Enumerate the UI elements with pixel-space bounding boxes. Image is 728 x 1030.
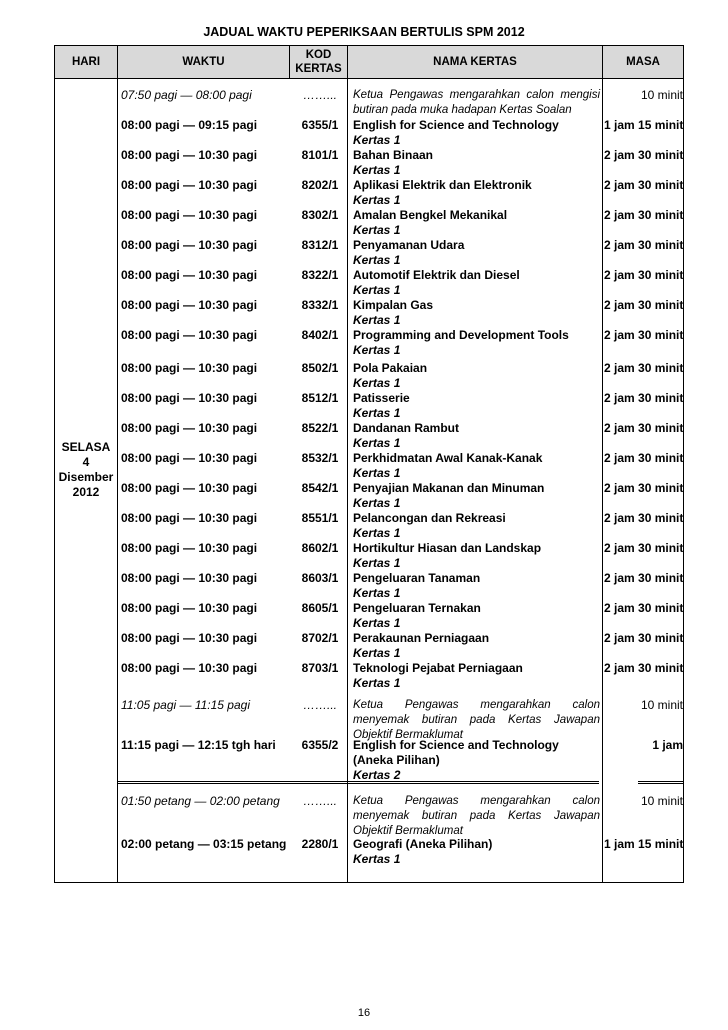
waktu-cell: 08:00 pagi — 10:30 pagi (121, 421, 258, 435)
masa-cell: 2 jam 30 minit (604, 601, 684, 615)
kod-cell: 2280/1 (301, 837, 339, 851)
waktu-cell: 07:50 pagi — 08:00 pagi (121, 88, 252, 102)
waktu-cell: 11:15 pagi — 12:15 tgh hari (121, 738, 276, 752)
kod-cell: 8605/1 (301, 601, 339, 615)
waktu-cell: 08:00 pagi — 10:30 pagi (121, 391, 258, 405)
nama-text: Geografi (Aneka Pilihan) (353, 837, 493, 851)
nama-cell (353, 391, 600, 421)
kertas-label: Kertas 1 (353, 526, 401, 540)
masa-cell: 2 jam 30 minit (604, 361, 684, 375)
nama-text-extra: (Aneka Pilihan) (353, 753, 440, 767)
nama-cell (353, 118, 600, 148)
waktu-cell: 08:00 pagi — 10:30 pagi (121, 541, 258, 555)
kod-cell: 8322/1 (301, 268, 339, 282)
col-divider (602, 46, 603, 882)
waktu-cell: 02:00 petang — 03:15 petang (121, 837, 287, 851)
kertas-label: Kertas 1 (353, 436, 401, 450)
nama-cell (353, 298, 600, 328)
col-divider (117, 46, 118, 882)
kertas-label: Kertas 1 (353, 466, 401, 480)
nama-cell (353, 268, 600, 298)
masa-cell: 2 jam 30 minit (604, 391, 684, 405)
nama-text: Perkhidmatan Awal Kanak-Kanak (353, 451, 543, 465)
nama-cell (353, 837, 600, 867)
nama-cell (353, 208, 600, 238)
nama-text: Automotif Elektrik dan Diesel (353, 268, 520, 282)
nama-text: Aplikasi Elektrik dan Elektronik (353, 178, 532, 192)
nama-text: Teknologi Pejabat Perniagaan (353, 661, 523, 675)
waktu-cell: 08:00 pagi — 10:30 pagi (121, 208, 258, 222)
nama-text: Patisserie (353, 391, 410, 405)
masa-cell: 2 jam 30 minit (604, 631, 684, 645)
nama-cell (353, 661, 600, 691)
kod-cell: ……... (302, 88, 337, 102)
waktu-cell: 08:00 pagi — 10:30 pagi (121, 511, 258, 525)
nama-cell (353, 421, 600, 451)
masa-cell: 2 jam 30 minit (604, 451, 684, 465)
session-divider (638, 781, 683, 784)
kertas-label: Kertas 1 (353, 852, 401, 866)
nama-text: Penyajian Makanan dan Minuman (353, 481, 545, 495)
header-nama: NAMA KERTAS (433, 56, 517, 68)
waktu-cell: 08:00 pagi — 10:30 pagi (121, 328, 258, 342)
header-hari: HARI (71, 56, 101, 68)
header-masa: MASA (626, 56, 660, 68)
nama-text: Amalan Bengkel Mekanikal (353, 208, 508, 222)
nama-cell (353, 631, 600, 661)
header-kod: KOD KERTAS (295, 49, 342, 75)
masa-cell: 2 jam 30 minit (604, 481, 684, 495)
waktu-cell: 08:00 pagi — 10:30 pagi (121, 631, 258, 645)
kod-cell: 8512/1 (301, 391, 339, 405)
kod-cell: 8603/1 (301, 571, 339, 585)
masa-cell: 2 jam 30 minit (604, 541, 684, 555)
kod-cell: 8551/1 (301, 511, 339, 525)
kertas-label: Kertas 1 (353, 253, 401, 267)
kertas-label: Kertas 2 (353, 768, 401, 782)
kod-cell: 8312/1 (301, 238, 339, 252)
nama-cell (353, 148, 600, 178)
kertas-label: Kertas 1 (353, 133, 401, 147)
masa-cell: 2 jam 30 minit (604, 268, 684, 282)
masa-cell: 2 jam 30 minit (604, 178, 684, 192)
masa-cell: 2 jam 30 minit (604, 421, 684, 435)
kod-cell: 8302/1 (301, 208, 339, 222)
masa-cell: 2 jam 30 minit (604, 238, 684, 252)
kod-cell: 8702/1 (301, 631, 339, 645)
masa-cell: 1 jam 15 minit (604, 837, 684, 851)
masa-cell: 10 minit (640, 698, 683, 712)
waktu-cell: 08:00 pagi — 10:30 pagi (121, 238, 258, 252)
kod-cell: 8542/1 (301, 481, 339, 495)
nama-text: Penyamanan Udara (353, 238, 465, 252)
page-number: 16 (357, 1007, 371, 1019)
nama-cell (353, 738, 600, 783)
kod-cell: 8532/1 (301, 451, 339, 465)
nama-cell (353, 481, 600, 511)
waktu-cell: 11:05 pagi — 11:15 pagi (121, 698, 250, 712)
kod-cell: 8602/1 (301, 541, 339, 555)
session-divider (117, 781, 599, 784)
kertas-label: Kertas 1 (353, 313, 401, 327)
nama-text: Perakaunan Perniagaan (353, 631, 490, 645)
masa-cell: 10 minit (640, 88, 683, 102)
waktu-cell: 08:00 pagi — 10:30 pagi (121, 601, 258, 615)
kertas-label: Kertas 1 (353, 496, 401, 510)
nama-text: English for Science and Technology (353, 118, 559, 132)
page-title: JADUAL WAKTU PEPERIKSAAN BERTULIS SPM 2012 (203, 25, 525, 39)
timetable (54, 45, 684, 883)
nama-cell (353, 541, 600, 571)
nama-text: Kimpalan Gas (353, 298, 434, 312)
masa-cell: 1 jam 15 minit (604, 118, 684, 132)
waktu-cell: 08:00 pagi — 10:30 pagi (121, 268, 258, 282)
kod-cell: 8402/1 (301, 328, 339, 342)
nama-cell (353, 238, 600, 268)
nama-text: Bahan Binaan (353, 148, 434, 162)
waktu-cell: 08:00 pagi — 10:30 pagi (121, 571, 258, 585)
masa-cell: 2 jam 30 minit (604, 298, 684, 312)
masa-cell: 1 jam (652, 738, 683, 752)
kertas-label: Kertas 1 (353, 223, 401, 237)
day-month: Disember (58, 470, 114, 484)
day-year: 2012 (72, 485, 100, 499)
nama-cell (353, 328, 600, 358)
kertas-label: Kertas 1 (353, 616, 401, 630)
kod-cell: 8101/1 (301, 148, 339, 162)
day-date: 4 (82, 455, 90, 469)
nama-cell (353, 178, 600, 208)
nama-text: Pola Pakaian (353, 361, 428, 375)
waktu-cell: 08:00 pagi — 10:30 pagi (121, 481, 258, 495)
waktu-cell: 01:50 petang — 02:00 petang (121, 794, 280, 808)
kod-cell: 8703/1 (301, 661, 339, 675)
waktu-cell: 08:00 pagi — 10:30 pagi (121, 148, 258, 162)
kertas-label: Kertas 1 (353, 676, 401, 690)
nama-cell (353, 794, 600, 839)
kod-cell: 8332/1 (301, 298, 339, 312)
waktu-cell: 08:00 pagi — 10:30 pagi (121, 178, 258, 192)
kertas-label: Kertas 1 (353, 556, 401, 570)
nama-text: English for Science and Technology (353, 738, 559, 752)
header-waktu: WAKTU (182, 56, 225, 68)
kertas-label: Kertas 1 (353, 283, 401, 297)
masa-cell: 2 jam 30 minit (604, 148, 684, 162)
nama-cell (353, 601, 600, 631)
kod-cell: 6355/1 (301, 118, 339, 132)
waktu-cell: 08:00 pagi — 10:30 pagi (121, 661, 258, 675)
nama-cell (353, 88, 600, 118)
masa-cell: 2 jam 30 minit (604, 661, 684, 675)
nama-text: Programming and Development Tools (353, 328, 569, 342)
kod-cell: ……... (302, 794, 337, 808)
kod-cell: ……... (302, 698, 337, 712)
masa-cell: 2 jam 30 minit (604, 571, 684, 585)
table-header (55, 46, 683, 79)
kertas-label: Kertas 1 (353, 406, 401, 420)
nama-text: Pelancongan dan Rekreasi (353, 511, 506, 525)
masa-cell: 2 jam 30 minit (604, 511, 684, 525)
waktu-cell: 08:00 pagi — 10:30 pagi (121, 298, 258, 312)
nama-cell (353, 698, 600, 743)
col-divider (289, 46, 290, 78)
nama-cell (353, 451, 600, 481)
kertas-label: Kertas 1 (353, 376, 401, 390)
kertas-label: Kertas 1 (353, 343, 401, 357)
nama-text: Pengeluaran Ternakan (353, 601, 481, 615)
nama-cell (353, 571, 600, 601)
kod-cell: 8522/1 (301, 421, 339, 435)
kertas-label: Kertas 1 (353, 193, 401, 207)
kod-cell: 8502/1 (301, 361, 339, 375)
nama-text: Ketua Pengawas mengarahkan calon menyemak butiran pada Kertas Jawapan Objektif Bermaklumat (353, 699, 600, 741)
waktu-cell: 08:00 pagi — 09:15 pagi (121, 118, 258, 132)
kod-cell: 8202/1 (301, 178, 339, 192)
nama-cell (353, 511, 600, 541)
nama-text: Hortikultur Hiasan dan Landskap (353, 541, 542, 555)
masa-cell: 10 minit (640, 794, 683, 808)
nama-text: Pengeluaran Tanaman (353, 571, 481, 585)
kertas-label: Kertas 1 (353, 586, 401, 600)
kod-cell: 6355/2 (301, 738, 339, 752)
nama-cell (353, 361, 600, 391)
nama-text: Dandanan Rambut (353, 421, 460, 435)
day-cell (55, 440, 117, 500)
kertas-label: Kertas 1 (353, 163, 401, 177)
waktu-cell: 08:00 pagi — 10:30 pagi (121, 361, 258, 375)
masa-cell: 2 jam 30 minit (604, 328, 684, 342)
kertas-label: Kertas 1 (353, 646, 401, 660)
nama-text: Ketua Pengawas mengarahkan calon menyemak butiran pada Kertas Jawapan Objektif Bermaklumat (353, 795, 600, 837)
nama-text: Ketua Pengawas mengarahkan calon mengisi butiran pada muka hadapan Kertas Soalan (353, 89, 600, 116)
waktu-cell: 08:00 pagi — 10:30 pagi (121, 451, 258, 465)
day-name: SELASA (61, 440, 111, 454)
masa-cell: 2 jam 30 minit (604, 208, 684, 222)
